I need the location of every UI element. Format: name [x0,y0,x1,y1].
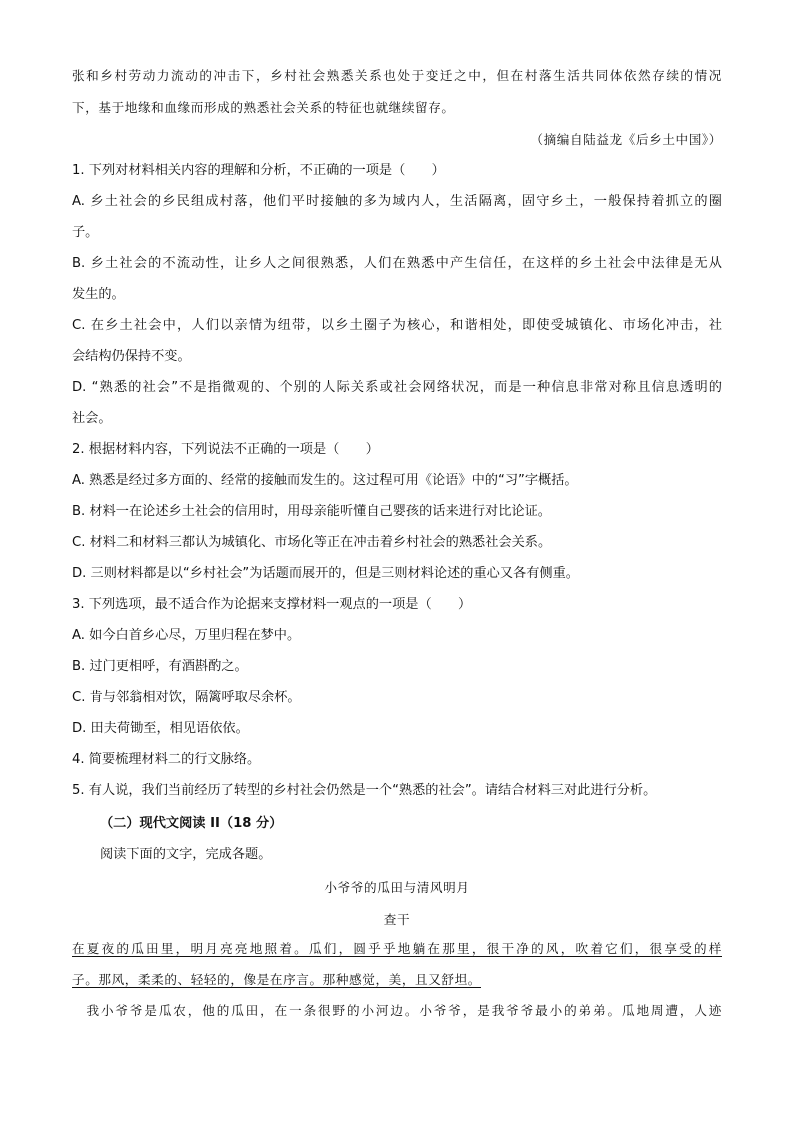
question-3-stem: 3. 下列选项，最不适合作为论据来支撑材料一观点的一项是（ ） [72,597,472,612]
question-3-option-d: D. 田夫荷锄至，相见语依依。 [72,721,249,736]
story-author: 查干 [383,912,411,927]
question-1-option-d-cont: 社会。 [72,411,112,426]
story-paragraph-line: 我小爷爷是瓜农，他的瓜田，在一条很野的小河边。小爷爷，是我爷爷最小的弟弟。瓜地周遭，人迹 [72,1003,722,1018]
question-3-option-b: B. 过门更相呼，有酒斟酌之。 [72,659,248,674]
question-1-option-a-cont: 子。 [72,225,99,240]
section-instruction: 阅读下面的文字，完成各题。 [100,847,272,862]
question-2-option-c: C. 材料二和材料三都认为城镇化、市场化等正在冲击着乡村社会的熟悉社会关系。 [72,535,552,550]
question-1-option-c: C. 在乡土社会中，人们以亲情为纽带，以乡土圈子为核心，和谐相处，即使受城镇化、市场化冲击，社 [72,318,722,333]
question-1-option-a: A. 乡土社会的乡民组成村落，他们平时接触的多为域内人，生活隔离，固守乡土，一般保持着抓立的圈 [72,194,722,209]
question-2-option-d: D. 三则材料都是以“乡村社会”为话题而展开的，但是三则材料论述的重心又各有侧重。 [72,566,579,581]
question-2-option-b: B. 材料一在论述乡土社会的信用时，用母亲能听懂自己婴孩的话来进行对比论证。 [72,504,551,519]
section-heading: （二）现代文阅读 II（18 分） [100,816,283,831]
question-3-option-c: C. 肯与邻翁相对饮，隔篱呼取尽余杯。 [72,690,301,705]
question-1-option-c-cont: 会结构仍保持不变。 [72,349,191,364]
passage-line: 下，基于地缘和血缘而形成的熟悉社会关系的特征也就继续留存。 [72,100,455,115]
question-5: 5. 有人说，我们当前经历了转型的乡村社会仍然是一个“熟悉的社会”。请结合材料三对此进行分析。 [72,783,657,798]
question-1-option-b-cont: 发生的。 [72,287,125,302]
question-2-option-a: A. 熟悉是经过多方面的、经常的接触而发生的。这过程可用《论语》中的“习”字概括。 [72,473,578,488]
question-2-stem: 2. 根据材料内容，下列说法不正确的一项是（ ） [72,442,379,457]
question-3-option-a: A. 如今白首乡心尽，万里归程在梦中。 [72,628,301,643]
passage-line: 张和乡村劳动力流动的冲击下，乡村社会熟悉关系也处于变迁之中，但在村落生活共同体依然存续的情况 [72,68,722,83]
question-1-option-b: B. 乡土社会的不流动性，让乡人之间很熟悉，人们在熟悉中产生信任，在这样的乡土社会中法律是无从 [72,256,722,271]
question-1-option-d: D. “熟悉的社会”不是指微观的、个别的人际关系或社会网络状况，而是一种信息非常对称且信息透明的 [72,380,722,395]
story-paragraph-line: 在夏夜的瓜田里，明月亮亮地照着。瓜们，圆乎乎地躺在那里，很干净的风，吹着它们，很享受的样 [72,941,722,956]
passage-source: （摘编自陆益龙《后乡土中国》） [530,132,722,147]
story-title: 小爷爷的瓜田与清风明月 [324,880,470,895]
story-paragraph-line: 子。那风，柔柔的、轻轻的，像是在序言。那种感觉，美，且又舒坦。 [72,972,482,987]
question-4: 4. 简要梳理材料二的行文脉络。 [72,752,261,767]
question-1-stem: 1. 下列对材料相关内容的理解和分析，不正确的一项是（ ） [72,163,445,178]
